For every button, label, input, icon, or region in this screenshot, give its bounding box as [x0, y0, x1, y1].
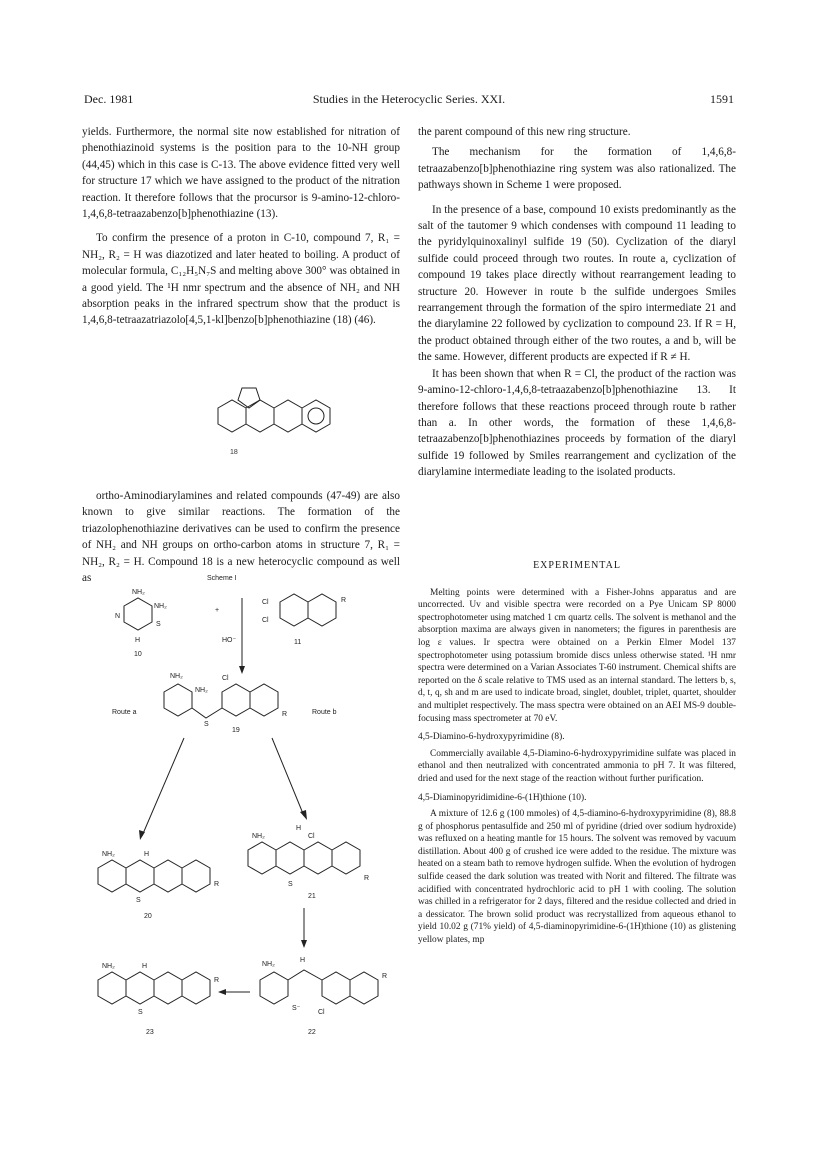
compound-21-label: 21	[308, 893, 316, 900]
c21-nh2-label: NH₂	[252, 833, 265, 840]
right-paragraph-1: the parent compound of this new ring structure.	[418, 126, 631, 138]
left-column-top	[82, 124, 400, 329]
c20-r-label: R	[214, 881, 220, 888]
plus-sign: +	[215, 607, 220, 614]
c23-s-label: S	[138, 1009, 143, 1016]
c21-r-label: R	[364, 875, 370, 882]
route-b-label: Route b	[312, 709, 337, 716]
c21-s-label: S	[288, 881, 293, 888]
c22-nh2-label: NH₂	[262, 961, 275, 968]
c11-r-label: R	[341, 597, 347, 604]
c21-cl-label: Cl	[308, 833, 315, 840]
left-paragraph-2: To confirm the presence of a proton in C-10, compound 7, R₁ = NH₂, R₂ = H was diazotized and later heated to boiling. A product of molecular formula, C₁₂H₅N₇S and melting above 300° was obtained in a good yield. The ¹H nmr spectrum and the absence of NH₂ and NH absorption peaks in the infrared spectrum show that the product is 1,4,6,8-tetraazatriazolo[4,5,1-kl]benzo[b]phenothiazine (18) (46).	[82, 232, 400, 327]
c19-r-label: R	[282, 711, 288, 718]
compound-20-label: 20	[144, 913, 152, 920]
route-a-label: Route a	[112, 709, 137, 716]
c10-n-label: N	[115, 613, 121, 620]
c23-r-label: R	[214, 977, 220, 984]
right-paragraph-3: In the presence of a base, compound 10 exists predominantly as the salt of the tautomer 9 which condenses with compound 11 leading to the pyridylquinoxalinyl sulfide 19 (50). Cyclization of the diaryl sulfide could proceed through two routes. In route a, cyclization of compound 19 takes place directly without rearrangement leading to structure 20. However in route b the sulfide undergoes Smiles rearrangement through the formation of the spiro intermediate 21 and the diarylamine 22 followed by cyclization to compound 23. If R = H, the product obtained through either of the two routes, a and b, will be the same. However, different products are expected if R ≠ H.	[418, 203, 736, 364]
experimental-section	[418, 560, 736, 947]
scheme-title: Scheme I	[207, 575, 237, 582]
left-paragraph-1: yields. Furthermore, the normal site now established for nitration of phenothiazinoid systems is the position para to the 10-NH group (44,45) which in this case is C-13. The above evidence fitted very well for structure 17 which we have assigned to the product of the nitration reaction. It therefore follows that the procursor is 9-amino-12-chloro-1,4,6,8-tetraazabenzo[b]phenothiazine (13).	[82, 126, 400, 221]
header-date: Dec. 1981	[84, 92, 134, 106]
c10-h-label: H	[135, 637, 141, 644]
compound-10-procedure: A mixture of 12.6 g (100 mmoles) of 4,5-diamino-6-hydroxypyrimidine (8), 88.8 g of phosphorus pentasulfide and 250 ml of pyridine (dried over sodium hydroxide) was refluxed on a heating mantle for 15 hours. The solvent was removed by vacuum distillation. About 400 g of crushed ice were added to the residue. The mixture was heated on a steam bath to remove hydrogen sulfide. When the evolution of hydrogen sulfide ceased the dark solution was treated with Norit and filtered. The filtrate was acidified with concentrated hydrochloric acid to pH 1 with cooling. The solution was chilled in a refrigerator for 2 days, filtered and the residue collected and dried in a dessicator. The brown solid product was recrystallized from aqueous ethanol to yield 10.02 g (71% yield) of 4,5-diaminopyrimidine-6-(1H)thione (10) as glistening yellow plates, mp	[418, 809, 736, 946]
base-reagent: HO⁻	[222, 637, 237, 644]
c19-nh2-label: NH₂	[170, 673, 183, 680]
c22-cl-label: Cl	[318, 1009, 325, 1016]
c22-s-minus-label: S⁻	[292, 1005, 301, 1012]
c22-h-label: H	[300, 957, 306, 964]
right-paragraph-4: It has been shown that when R = Cl, the product of the raction was 9-amino-12-chloro-1,4,6,8-tetraazabenzo[b]phenothiazine 13. It therefore follows that these reactions proceed through route b rather than a. In other words, the formation of these 1,4,6,8-tetraazabenzo[b]phenothiazines proceeds by formation of the diaryl sulfide 19 followed by Smiles rearrangement and cyclization of the diarylamine intermediate leading to the isolated products.	[418, 367, 736, 479]
c10-nh2-label: NH₂	[132, 589, 145, 596]
compound-18-label: 18	[230, 449, 238, 456]
c11-cl-label-2: Cl	[262, 617, 269, 624]
experimental-intro: Melting points were determined with a Fisher-Johns apparatus and are uncorrected. Uv and visible spectra were recorded on a Pye Unicam SP 8000 spectrophotometer using matched 1 cm quartz cells. The solvent is methanol and the absorption maxima are always given in nanometers; the figures in parenthesis are log ε values. Ir spectra were obtained on a Perkin Elmer Model 137 spectrophotometer using potassium bromide discs unless otherwise stated. ¹H nmr spectra were determined on a Varian Associates T-60 instrument. Chemical shifts are reported on the δ scale relative to TMS used as an internal standard. The letters b, s, d, t, q, sh and m are used to indicate broad, singlet, doublet, triplet, quartet, shoulder and multiplet respectively. The mass spectra were obtained on an AEI MS-9 double-focusing mass spectrometer at 70 eV.	[418, 587, 736, 724]
c10-nh2-label-b: NH₂	[154, 603, 167, 610]
c19-cl-label: Cl	[222, 675, 229, 682]
compound-19-label: 19	[232, 727, 240, 734]
right-paragraph-2: The mechanism for the formation of 1,4,6,8-tetraazabenzo[b]phenothiazine ring system was also rationalized. The pathways shown in Scheme 1 were proposed.	[418, 146, 736, 192]
right-column-top	[418, 124, 736, 481]
compound-10-label: 10	[134, 651, 142, 658]
scheme-1-figure	[82, 568, 412, 1048]
header-series-title: Studies in the Heterocyclic Series. XXI.	[312, 92, 506, 106]
compound-23-label: 23	[146, 1029, 154, 1036]
left-paragraph-3: ortho-Aminodiarylamines and related compounds (47-49) are also known to give similar reactions. The formation of the triazolophenothiazine derivatives can be used to confirm the presence of NH₂ and NH groups on ortho-carbon atoms in structure 7, R₁ = NH₂, R₂ = H. Compound 18 is a new heterocyclic compound as well as	[82, 490, 400, 585]
c20-s-label: S	[136, 897, 141, 904]
c19-nh2-label-b: NH₂	[195, 687, 208, 694]
c20-h-label: H	[144, 851, 150, 858]
compound-18-structure	[196, 384, 336, 474]
page-header	[84, 92, 734, 110]
c21-h-label: H	[296, 825, 302, 832]
scheme-1-svg	[82, 568, 412, 1048]
experimental-heading: EXPERIMENTAL	[533, 560, 621, 571]
compound-8-procedure: Commercially available 4,5-Diamino-6-hydroxypyrimidine sulfate was placed in ethanol and then neutralized with concentrated ammonia to pH 7. It was filtered, dried and used for the next stage of the reaction without further purification.	[418, 748, 736, 784]
c19-s-label: S	[204, 721, 209, 728]
header-page-number: 1591	[710, 92, 734, 106]
subheading-compound-10: 4,5-Diaminopyridimidine-6-(1H)thione (10).	[418, 792, 587, 803]
c10-s-label: S	[156, 621, 161, 628]
subheading-compound-8: 4,5-Diamino-6-hydroxypyrimidine (8).	[418, 732, 565, 743]
c23-nh2-label: NH₂	[102, 963, 115, 970]
compound-11-label: 11	[294, 639, 302, 646]
compound-22-label: 22	[308, 1029, 316, 1036]
c23-h-label: H	[142, 963, 148, 970]
compound-18-svg	[196, 384, 336, 474]
c22-r-label: R	[382, 973, 388, 980]
c11-cl-label-1: Cl	[262, 599, 269, 606]
c20-nh2-label: NH₂	[102, 851, 115, 858]
